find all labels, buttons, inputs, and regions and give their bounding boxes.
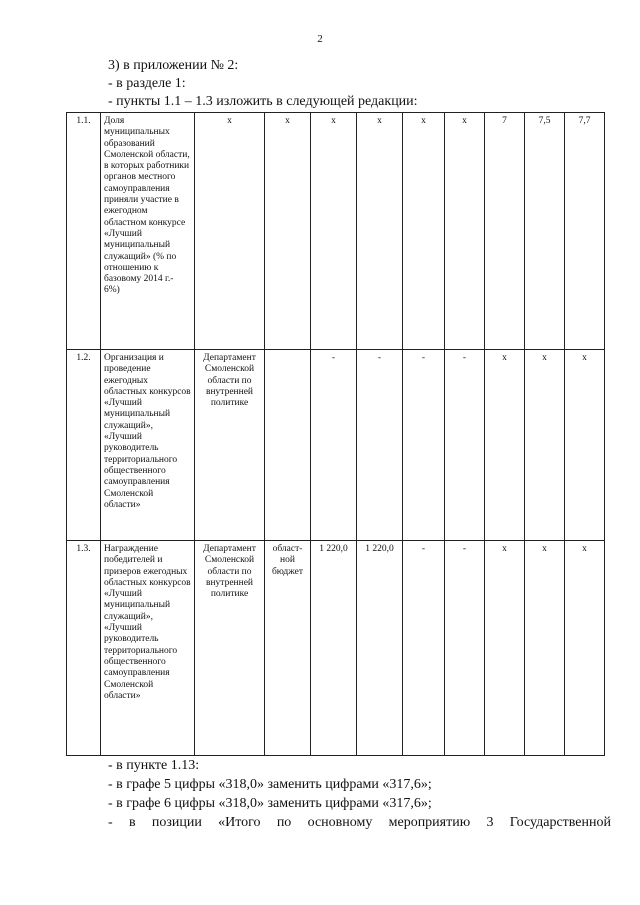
footer-line-1: - в пункте 1.13: (108, 758, 200, 773)
footer-text (108, 756, 611, 832)
row-department: Департамент Смоленской области по внутренней политике (195, 350, 265, 541)
page-number: 2 (317, 33, 323, 45)
row-value: - (445, 541, 485, 756)
intro-line-3: - пункты 1.1 – 1.3 изложить в следующей редакции: (108, 94, 418, 109)
row-value: х (525, 350, 565, 541)
footer-line-2: - в графе 5 цифры «318,0» заменить цифрами «317,6»; (108, 777, 432, 792)
footer-line-3: - в графе 6 цифры «318,0» заменить цифрами «317,6»; (108, 796, 432, 811)
row-value: 1 220,0 (311, 541, 357, 756)
row-name: Организация и проведение ежегодных областных конкурсов «Лучший муниципальный служащий», «Лучший руководитель территориального общественного самоуправления Смоленской области» (101, 350, 195, 541)
row-number: 1.2. (67, 350, 101, 541)
row-value: х (357, 113, 403, 350)
row-number: 1.1. (67, 113, 101, 350)
row-value: - (445, 350, 485, 541)
row-value: х (445, 113, 485, 350)
row-value: - (403, 350, 445, 541)
table-row (67, 113, 605, 350)
row-value: 7,7 (565, 113, 605, 350)
row-value: 1 220,0 (357, 541, 403, 756)
row-value: - (357, 350, 403, 541)
row-value: 7,5 (525, 113, 565, 350)
row-department: Департамент Смоленской области по внутренней политике (195, 541, 265, 756)
row-name: Награждение победителей и призеров ежегодных областных конкурсов «Лучший муниципальный служащий», «Лучший руководитель территориального общественного самоуправления Смоленской области» (101, 541, 195, 756)
row-value: х (485, 350, 525, 541)
table-row (67, 350, 605, 541)
row-source: х (265, 113, 311, 350)
program-table (66, 112, 605, 756)
row-value: - (311, 350, 357, 541)
row-department: х (195, 113, 265, 350)
row-value: х (311, 113, 357, 350)
row-source (265, 350, 311, 541)
intro-text (108, 57, 418, 111)
intro-line-1: 3) в приложении № 2: (108, 58, 239, 73)
row-value: х (525, 541, 565, 756)
row-value: х (403, 113, 445, 350)
row-value: х (485, 541, 525, 756)
row-value: х (565, 350, 605, 541)
row-source: област-ной бюджет (265, 541, 311, 756)
table-row (67, 541, 605, 756)
intro-line-2: - в разделе 1: (108, 76, 186, 91)
row-value: 7 (485, 113, 525, 350)
footer-line-4: - в позиции «Итого по основному мероприятию 3 Государственной (108, 815, 611, 830)
row-name: Доля муниципальных образований Смоленской области, в которых работники органов местного самоуправления приняли участие в ежегодном областном конкурсе «Лучший муниципальный служащий» (% по отношению к базовому 2014 г.- 6%) (101, 113, 195, 350)
row-number: 1.3. (67, 541, 101, 756)
row-value: - (403, 541, 445, 756)
row-value: х (565, 541, 605, 756)
